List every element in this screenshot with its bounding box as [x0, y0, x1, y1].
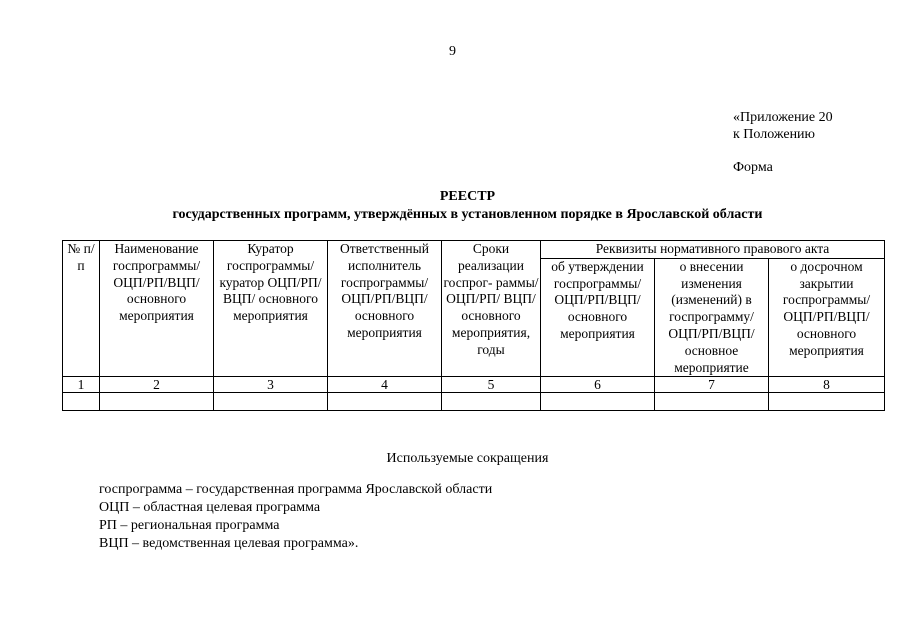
header-legal-act-group: Реквизиты нормативного правового акта	[541, 241, 885, 259]
abbreviation-item: РП – региональная программа	[99, 518, 280, 533]
abbreviation-item: ОЦП – областная целевая программа	[99, 500, 321, 515]
column-number: 8	[769, 377, 885, 393]
column-number: 2	[100, 377, 214, 393]
header-approval: об утверждении госпрограммы/ ОЦП/РП/ВЦП/ основного мероприятия	[541, 258, 655, 377]
column-number: 6	[541, 377, 655, 393]
empty-data-row	[63, 393, 885, 411]
abbreviation-item: ВЦП – ведомственная целевая программа».	[99, 536, 359, 551]
abbreviations-heading: Используемые сокращения	[386, 451, 549, 466]
header-early-closure: о досрочном закрытии госпрограммы/ ОЦП/РП/ВЦП/ основного мероприятия	[769, 258, 885, 377]
column-number: 5	[442, 377, 541, 393]
title-main: РЕЕСТР	[439, 189, 496, 204]
header-executor: Ответственный исполнитель госпрограммы/ ОЦП/РП/ВЦП/ основного мероприятия	[328, 241, 442, 377]
column-numbers-row	[63, 377, 885, 393]
empty-cell	[769, 393, 885, 411]
header-amendments: о внесении изменения (изменений) в госпрограмму/ ОЦП/РП/ВЦП/ основное мероприятие	[655, 258, 769, 377]
appendix-reference	[733, 109, 833, 143]
column-number: 3	[214, 377, 328, 393]
empty-cell	[442, 393, 541, 411]
header-terms: Сроки реализации госпрог- раммы/ ОЦП/РП/ ВЦП/ основного мероприятия, годы	[442, 241, 541, 377]
header-number: № п/п	[63, 241, 100, 377]
title-sub: государственных программ, утверждённых в установленном порядке в Ярославской области	[172, 207, 763, 222]
column-number: 4	[328, 377, 442, 393]
column-number: 1	[63, 377, 100, 393]
header-name: Наименование госпрограммы/ ОЦП/РП/ВЦП/ основного мероприятия	[100, 241, 214, 377]
empty-cell	[655, 393, 769, 411]
abbreviations-list	[99, 481, 492, 553]
empty-cell	[214, 393, 328, 411]
abbreviation-item: госпрограмма – государственная программа Ярославской области	[99, 482, 493, 497]
empty-cell	[63, 393, 100, 411]
header-curator: Куратор госпрограммы/ куратор ОЦП/РП/ВЦП/ основного мероприятия	[214, 241, 328, 377]
registry-table	[62, 240, 885, 411]
column-number: 7	[655, 377, 769, 393]
appendix-line-1: «Приложение 20	[733, 110, 833, 125]
empty-cell	[328, 393, 442, 411]
empty-cell	[541, 393, 655, 411]
page-number: 9	[449, 44, 456, 59]
form-label: Форма	[733, 160, 773, 175]
appendix-line-2: к Положению	[733, 127, 816, 142]
header-row-1	[63, 241, 885, 259]
empty-cell	[100, 393, 214, 411]
document-title	[0, 188, 905, 224]
